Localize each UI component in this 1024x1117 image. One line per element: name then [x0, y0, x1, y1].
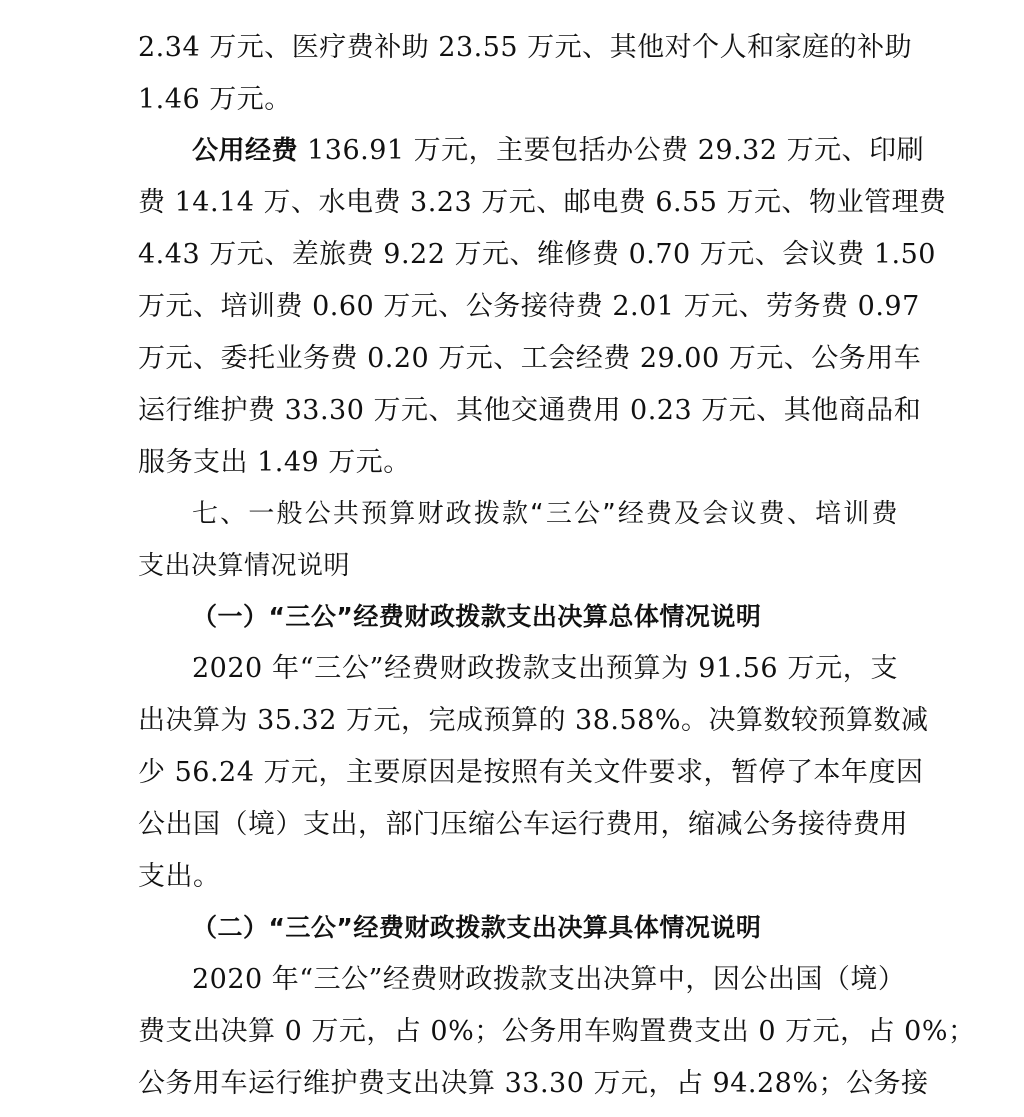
- paragraph-line-8: 运行维护费 33.30 万元、其他交通费用 0.23 万元、其他商品和: [138, 395, 922, 426]
- section-heading-7: 七、一般公共预算财政拨款“三公”经费及会议费、培训费: [192, 499, 898, 529]
- paragraph-line-20: 费支出决算 0 万元，占 0%；公务用车购置费支出 0 万元，占 0%；: [138, 1016, 976, 1047]
- paragraph-line-2: 1.46 万元。: [138, 84, 292, 115]
- section-heading-7-cont: 支出决算情况说明: [138, 551, 351, 581]
- paragraph-line-9: 服务支出 1.49 万元。: [138, 447, 411, 478]
- paragraph-line-7: 万元、委托业务费 0.20 万元、工会经费 29.00 万元、公务用车: [138, 343, 922, 374]
- paragraph-line-5: 4.43 万元、差旅费 9.22 万元、维修费 0.70 万元、会议费 1.50: [138, 239, 936, 270]
- subsection-heading-2: （二）“三公”经费财政拨款支出决算具体情况说明: [192, 913, 762, 942]
- paragraph-line-19: 2020 年“三公”经费财政拨款支出决算中，因公出国（境）: [192, 964, 906, 995]
- paragraph-line-14: 出决算为 35.32 万元，完成预算的 38.58%。决算数较预算数减: [138, 705, 929, 736]
- paragraph-line-15: 少 56.24 万元，主要原因是按照有关文件要求，暂停了本年度因: [138, 757, 924, 788]
- paragraph-line-21: 公务用车运行维护费支出决算 33.30 万元，占 94.28%；公务接: [138, 1068, 929, 1099]
- paragraph-line-17: 支出。: [138, 861, 221, 892]
- paragraph-line-1: 2.34 万元、医疗费补助 23.55 万元、其他对个人和家庭的补助: [138, 32, 913, 63]
- paragraph-line-16: 公出国（境）支出，部门压缩公车运行费用，缩减公务接待费用: [138, 809, 908, 840]
- public-funds-line: [192, 131, 925, 171]
- paragraph-line-13: 2020 年“三公”经费财政拨款支出预算为 91.56 万元，支: [192, 653, 898, 684]
- subsection-heading-1: （一）“三公”经费财政拨款支出决算总体情况说明: [192, 602, 762, 631]
- paragraph-line-4: 费 14.14 万、水电费 3.23 万元、邮电费 6.55 万元、物业管理费: [138, 187, 947, 218]
- public-funds-text: 136.91 万元，主要包括办公费 29.32 万元、印刷: [307, 135, 925, 166]
- public-funds-label: 公用经费: [192, 136, 299, 166]
- paragraph-line-6: 万元、培训费 0.60 万元、公务接待费 2.01 万元、劳务费 0.97: [138, 291, 920, 322]
